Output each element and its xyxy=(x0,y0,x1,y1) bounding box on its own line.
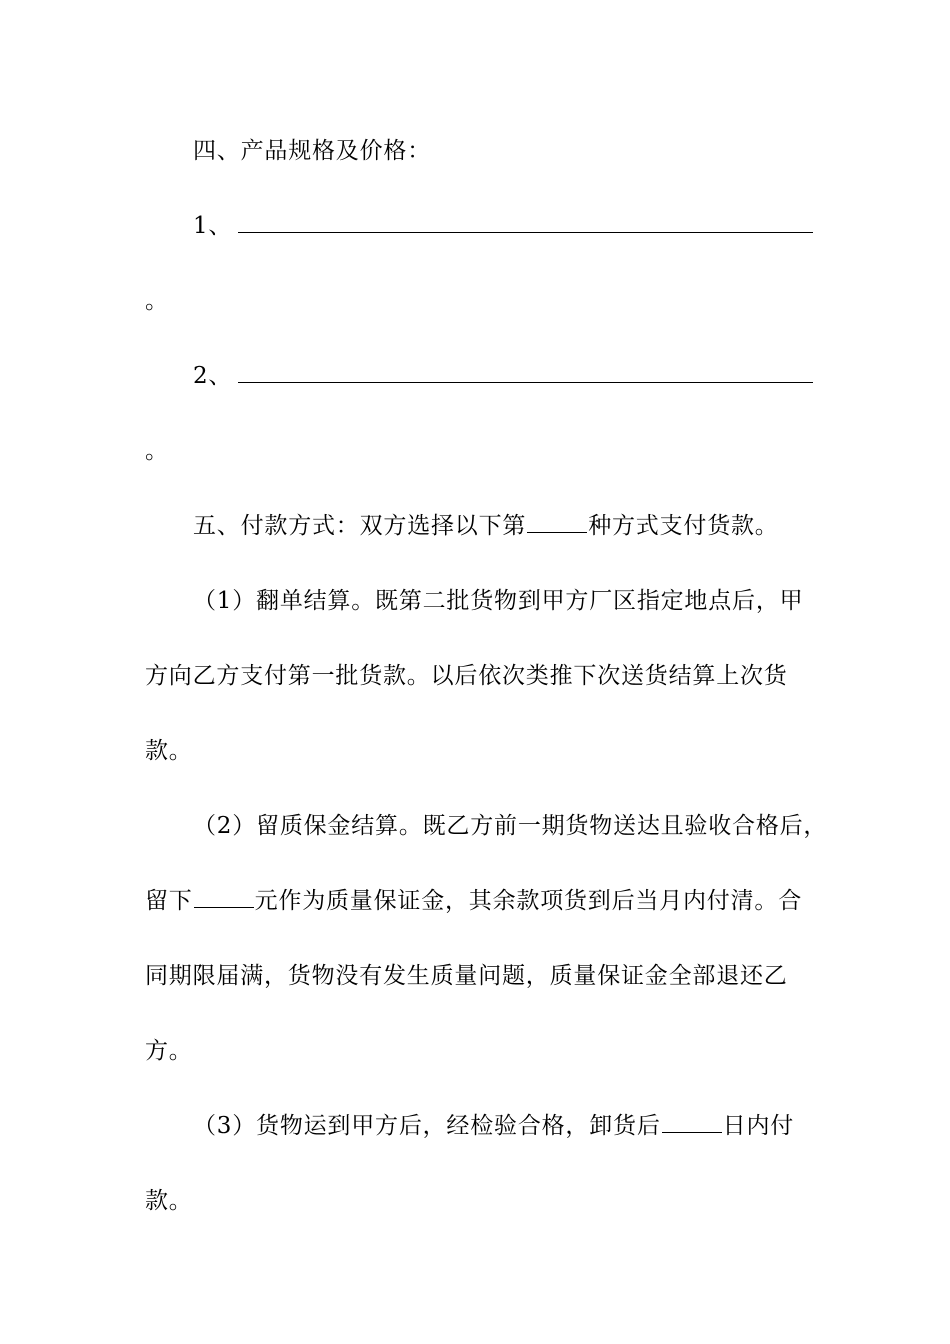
spec-item-1-blank xyxy=(238,212,813,233)
payment-option-blank xyxy=(527,512,587,533)
option-3-text-1-after: 日内付 xyxy=(722,1113,795,1139)
payment-days-blank xyxy=(662,1112,722,1133)
section-5-heading xyxy=(193,511,779,541)
option-3-text-2: 款。 xyxy=(145,1188,193,1214)
section-4-heading-text: 四、产品规格及价格： xyxy=(193,138,431,164)
option-3-line-2 xyxy=(145,1186,193,1216)
section-5-heading-after: 种方式支付货款。 xyxy=(588,513,779,539)
option-2-text-3: 同期限届满，货物没有发生质量问题，质量保证金全部退还乙 xyxy=(145,963,788,989)
spec-item-1-period: 。 xyxy=(145,288,169,314)
option-2-text-2-before: 留下 xyxy=(145,888,193,914)
option-1-line-2 xyxy=(145,661,788,691)
option-1-text-3: 款。 xyxy=(145,738,193,764)
option-1-text-1: （1）翻单结算。既第二批货物到甲方厂区指定地点后，甲 xyxy=(193,588,804,614)
option-1-line-3 xyxy=(145,736,193,766)
spec-item-2-blank xyxy=(238,362,813,383)
section-5-heading-before: 五、付款方式：双方选择以下第 xyxy=(193,513,527,539)
option-2-line-4 xyxy=(145,1036,193,1066)
option-2-text-1: （2）留质保金结算。既乙方前一期货物送达且验收合格后， xyxy=(193,813,828,839)
spec-item-2-number: 2、 xyxy=(193,363,233,389)
option-2-line-2 xyxy=(145,886,802,916)
option-2-text-4: 方。 xyxy=(145,1038,193,1064)
spec-item-2 xyxy=(193,361,813,391)
option-2-text-2-after: 元作为质量保证金，其余款项货到后当月内付清。合 xyxy=(254,888,803,914)
spec-item-1-number: 1、 xyxy=(193,213,233,239)
section-4-heading xyxy=(193,136,431,166)
spec-item-1 xyxy=(193,211,813,241)
spec-item-1-end xyxy=(145,286,169,316)
option-2-line-3 xyxy=(145,961,788,991)
spec-item-2-end xyxy=(145,436,169,466)
option-1-line-1 xyxy=(193,586,803,616)
option-2-line-1 xyxy=(193,811,827,841)
spec-item-2-period: 。 xyxy=(145,438,169,464)
option-3-line-1 xyxy=(193,1111,794,1141)
deposit-amount-blank xyxy=(194,887,254,908)
option-1-text-2: 方向乙方支付第一批货款。以后依次类推下次送货结算上次货 xyxy=(145,663,788,689)
option-3-text-1-before: （3）货物运到甲方后，经检验合格，卸货后 xyxy=(193,1113,661,1139)
